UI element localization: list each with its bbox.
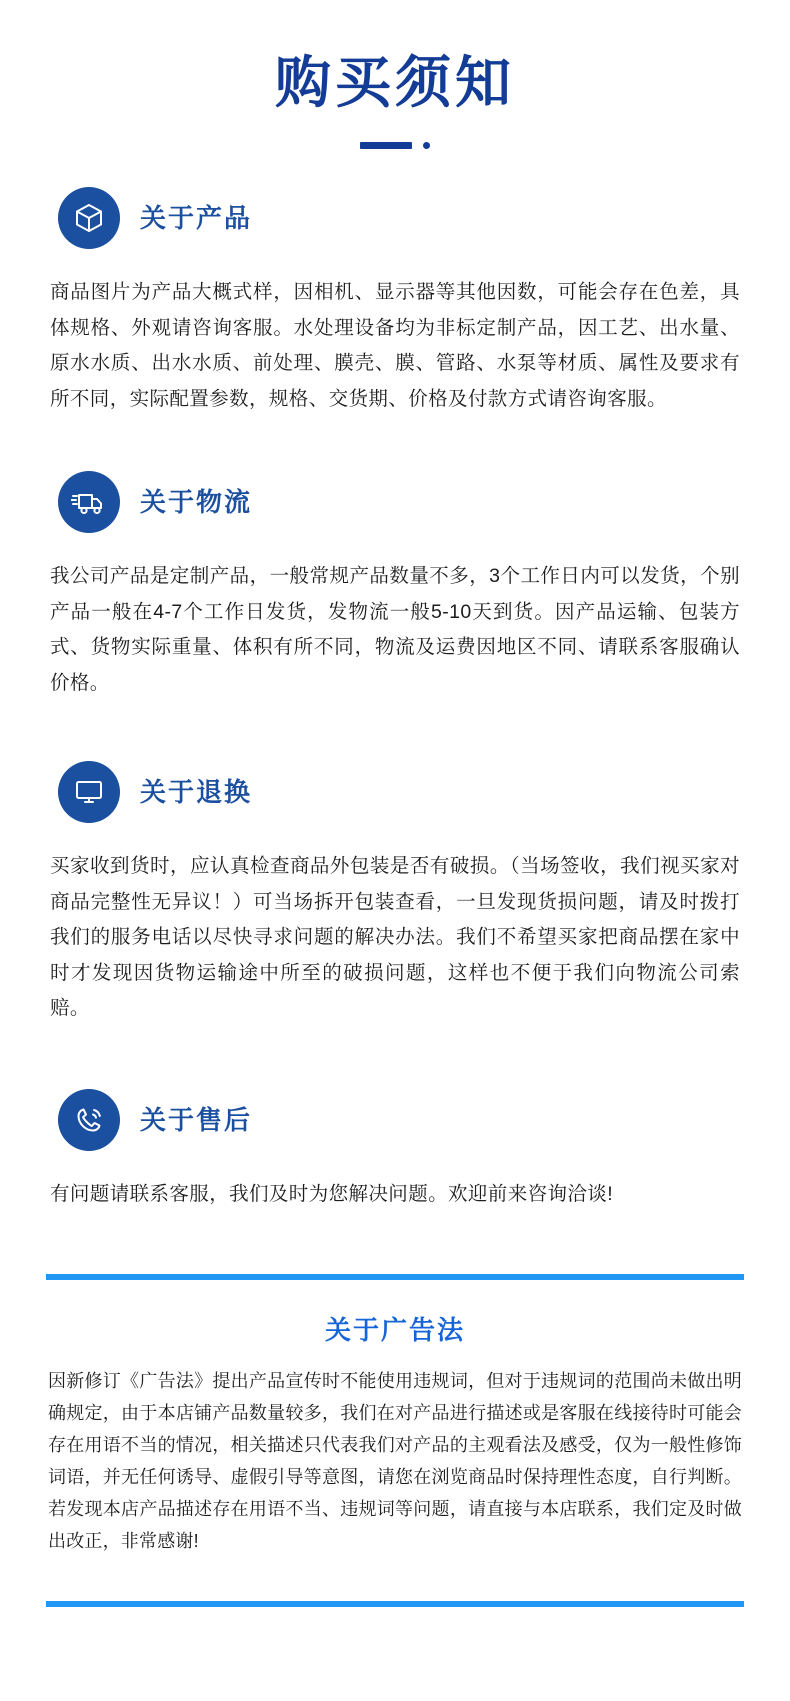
page-header — [46, 0, 744, 149]
title-divider-icon — [360, 142, 430, 149]
section-logistics-body: 我公司产品是定制产品，一般常规产品数量不多，3个工作日内可以发货，个别产品一般在4-7个工作日发货，发物流一般5-10天到货。因产品运输、包装方式、货物实际重量、体积有所不同，物流及运费因地区不同、请联系客服确认价格。 — [50, 565, 740, 694]
section-aftersales-body: 有问题请联系客服，我们及时为您解决问题。欢迎前来咨询洽谈! — [50, 1182, 614, 1205]
section-aftersales-title: 关于售后 — [140, 1104, 253, 1135]
advertising-law-body: 因新修订《广告法》提出产品宣传时不能使用违规词，但对于违规词的范围尚未做出明确规定，由于本店铺产品数量较多，我们在对产品进行描述或是客服在线接待时可能会存在用语不当的情况，相关描述只代表我们对产品的主观看法及感受，仅为一般性修饰词语，并无任何诱导、虚假引导等意图，请您在浏览商品时保持理性态度，自行判断。若发现本店产品描述存在用语不当、违规词等问题，请直接与本店联系，我们定及时做出改正，非常感谢! — [48, 1371, 742, 1552]
page-title: 购买须知 — [275, 51, 515, 116]
phone-icon — [58, 1089, 120, 1151]
section-aftersales-header — [46, 1089, 744, 1151]
box-icon — [58, 187, 120, 249]
section-returns-title: 关于退换 — [140, 777, 253, 808]
advertising-law-title: 关于广告法 — [324, 1315, 465, 1346]
section-logistics-header — [46, 471, 744, 533]
section-returns-body: 买家收到货时，应认真检查商品外包装是否有破损。（当场签收，我们视买家对商品完整性无异议！）可当场拆开包装查看，一旦发现货损问题，请及时拨打我们的服务电话以尽快寻求问题的解决办法。我们不希望买家把商品摆在家中时才发现因货物运输途中所至的破损问题，这样也不便于我们向物流公司索赔。 — [50, 855, 740, 1020]
divider-dot — [423, 142, 430, 149]
monitor-icon — [58, 761, 120, 823]
section-returns — [46, 761, 744, 1026]
truck-icon — [58, 471, 120, 533]
section-logistics-title: 关于物流 — [140, 487, 253, 518]
section-product — [46, 187, 744, 417]
section-aftersales — [46, 1089, 744, 1212]
section-returns-header — [46, 761, 744, 823]
section-product-body: 商品图片为产品大概式样，因相机、显示器等其他因数，可能会存在色差，具体规格、外观请咨询客服。水处理设备均为非标定制产品，因工艺、出水量、原水水质、出水水质、前处理、膜壳、膜、管路、水泵等材质、属性及要求有所不同，实际配置参数，规格、交货期、价格及付款方式请咨询客服。 — [50, 281, 740, 410]
advertising-law-block — [46, 1274, 744, 1607]
section-product-header — [46, 187, 744, 249]
section-logistics — [46, 471, 744, 701]
section-product-title: 关于产品 — [140, 203, 253, 234]
divider-bar — [360, 142, 412, 149]
